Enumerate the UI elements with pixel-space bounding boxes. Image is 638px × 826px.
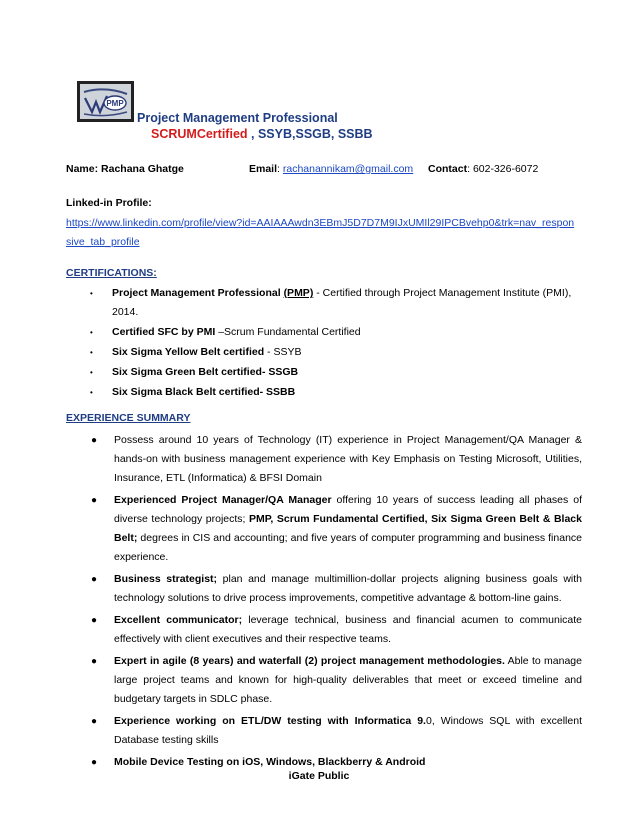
list-item: • Project Management Professional (PMP) - Certified through Project Management Institute (PMI), 2014. xyxy=(86,284,576,322)
list-item: • Certified SFC by PMI –Scrum Fundamental Certified xyxy=(86,323,576,342)
bullet-icon: ● xyxy=(91,615,98,626)
bullet-icon: ● xyxy=(91,435,98,446)
list-item: ● Experienced Project Manager/QA Manager offering 10 years of success leading all phases of diverse technology projects; PMP, Scrum Fundamental Certified, Six Sigma Green Belt & Black Belt; degrees in CIS and accounting; and five years of computer programming and business finance experience. xyxy=(88,491,582,567)
contact-label: Contact xyxy=(428,163,468,175)
email-link[interactable]: rachanannikam@gmail.com xyxy=(282,163,414,175)
email-field: Email: rachanannikam@gmail.com xyxy=(249,163,414,175)
name-label: Name: xyxy=(66,163,102,175)
pmp-logo-icon xyxy=(80,84,131,119)
list-item: ● Excellent communicator; leverage technical, business and financial acumen to communicate effectively with client executives and their respective teams. xyxy=(88,611,582,649)
svg-text:PMP: PMP xyxy=(106,99,124,108)
list-item: ● Expert in agile (8 years) and waterfall (2) project management methodologies. Able to manage large project teams and known for high-quality deliverables that meet or exceed timeline and budgetary targets in SDLC phase. xyxy=(88,652,582,709)
linkedin-url-link[interactable]: https://www.linkedin.com/profile/view?id=AAIAAAwdn3EBmJ5D7D7M9IJxUMIl29IPCBvehp0&trk=nav_responsive_tab_profile xyxy=(66,217,575,248)
list-item: ● Business strategist; plan and manage multimillion-dollar projects aligning business goals with technology solutions to drive process improvements, competitive advantage & bottom-line gains. xyxy=(88,570,582,608)
experience-list xyxy=(88,431,582,775)
experience-heading: EXPERIENCE SUMMARY xyxy=(66,412,191,424)
bullet-icon: ● xyxy=(91,757,98,768)
bullet-icon: • xyxy=(90,368,93,377)
list-item: ● Experience working on ETL/DW testing with Informatica 9.0, Windows SQL with excellent Database testing skills xyxy=(88,712,582,750)
list-item: • Six Sigma Black Belt certified- SSBB xyxy=(86,383,576,402)
name-value: Rachana Ghatge xyxy=(101,163,184,175)
header-title: Project Management Professional xyxy=(137,111,338,125)
contact-value: 602-326-6072 xyxy=(472,163,539,175)
certifications-heading: CERTIFICATIONS: xyxy=(66,267,157,279)
list-item: • Six Sigma Green Belt certified- SSGB xyxy=(86,363,576,382)
email-label: Email xyxy=(249,163,278,175)
name-field xyxy=(66,163,184,175)
contact-field: Contact: 602-326-6072 xyxy=(428,163,539,175)
bullet-icon: ● xyxy=(91,716,98,727)
bullet-icon: • xyxy=(90,348,93,357)
linkedin-label: Linked-in Profile: xyxy=(66,197,152,209)
bullet-icon: ● xyxy=(91,656,98,667)
certifications-list xyxy=(86,284,576,403)
bullet-icon: ● xyxy=(91,495,98,506)
list-item: ● Mobile Device Testing on iOS, Windows, Blackberry & Android xyxy=(88,753,582,772)
list-item: • Six Sigma Yellow Belt certified - SSYB xyxy=(86,343,576,362)
bullet-icon: ● xyxy=(91,574,98,585)
bullet-icon: • xyxy=(90,388,93,397)
list-item: ● Possess around 10 years of Technology (IT) experience in Project Management/QA Manager & hands-on with business management experience with Key Emphasis on Testing Microsoft, Utilities, Insurance, ETL (Informatica) & BFSI Domain xyxy=(88,431,582,488)
scrum-certified-text: SCRUMCertified xyxy=(151,127,248,141)
bullet-icon: • xyxy=(90,328,93,337)
other-certs-text: , SSYB,SSGB, SSBB xyxy=(247,127,373,141)
bullet-icon: • xyxy=(90,289,93,298)
header-certifications xyxy=(151,127,373,141)
footer-classification: iGate Public xyxy=(288,770,350,782)
pmp-logo xyxy=(77,81,134,122)
